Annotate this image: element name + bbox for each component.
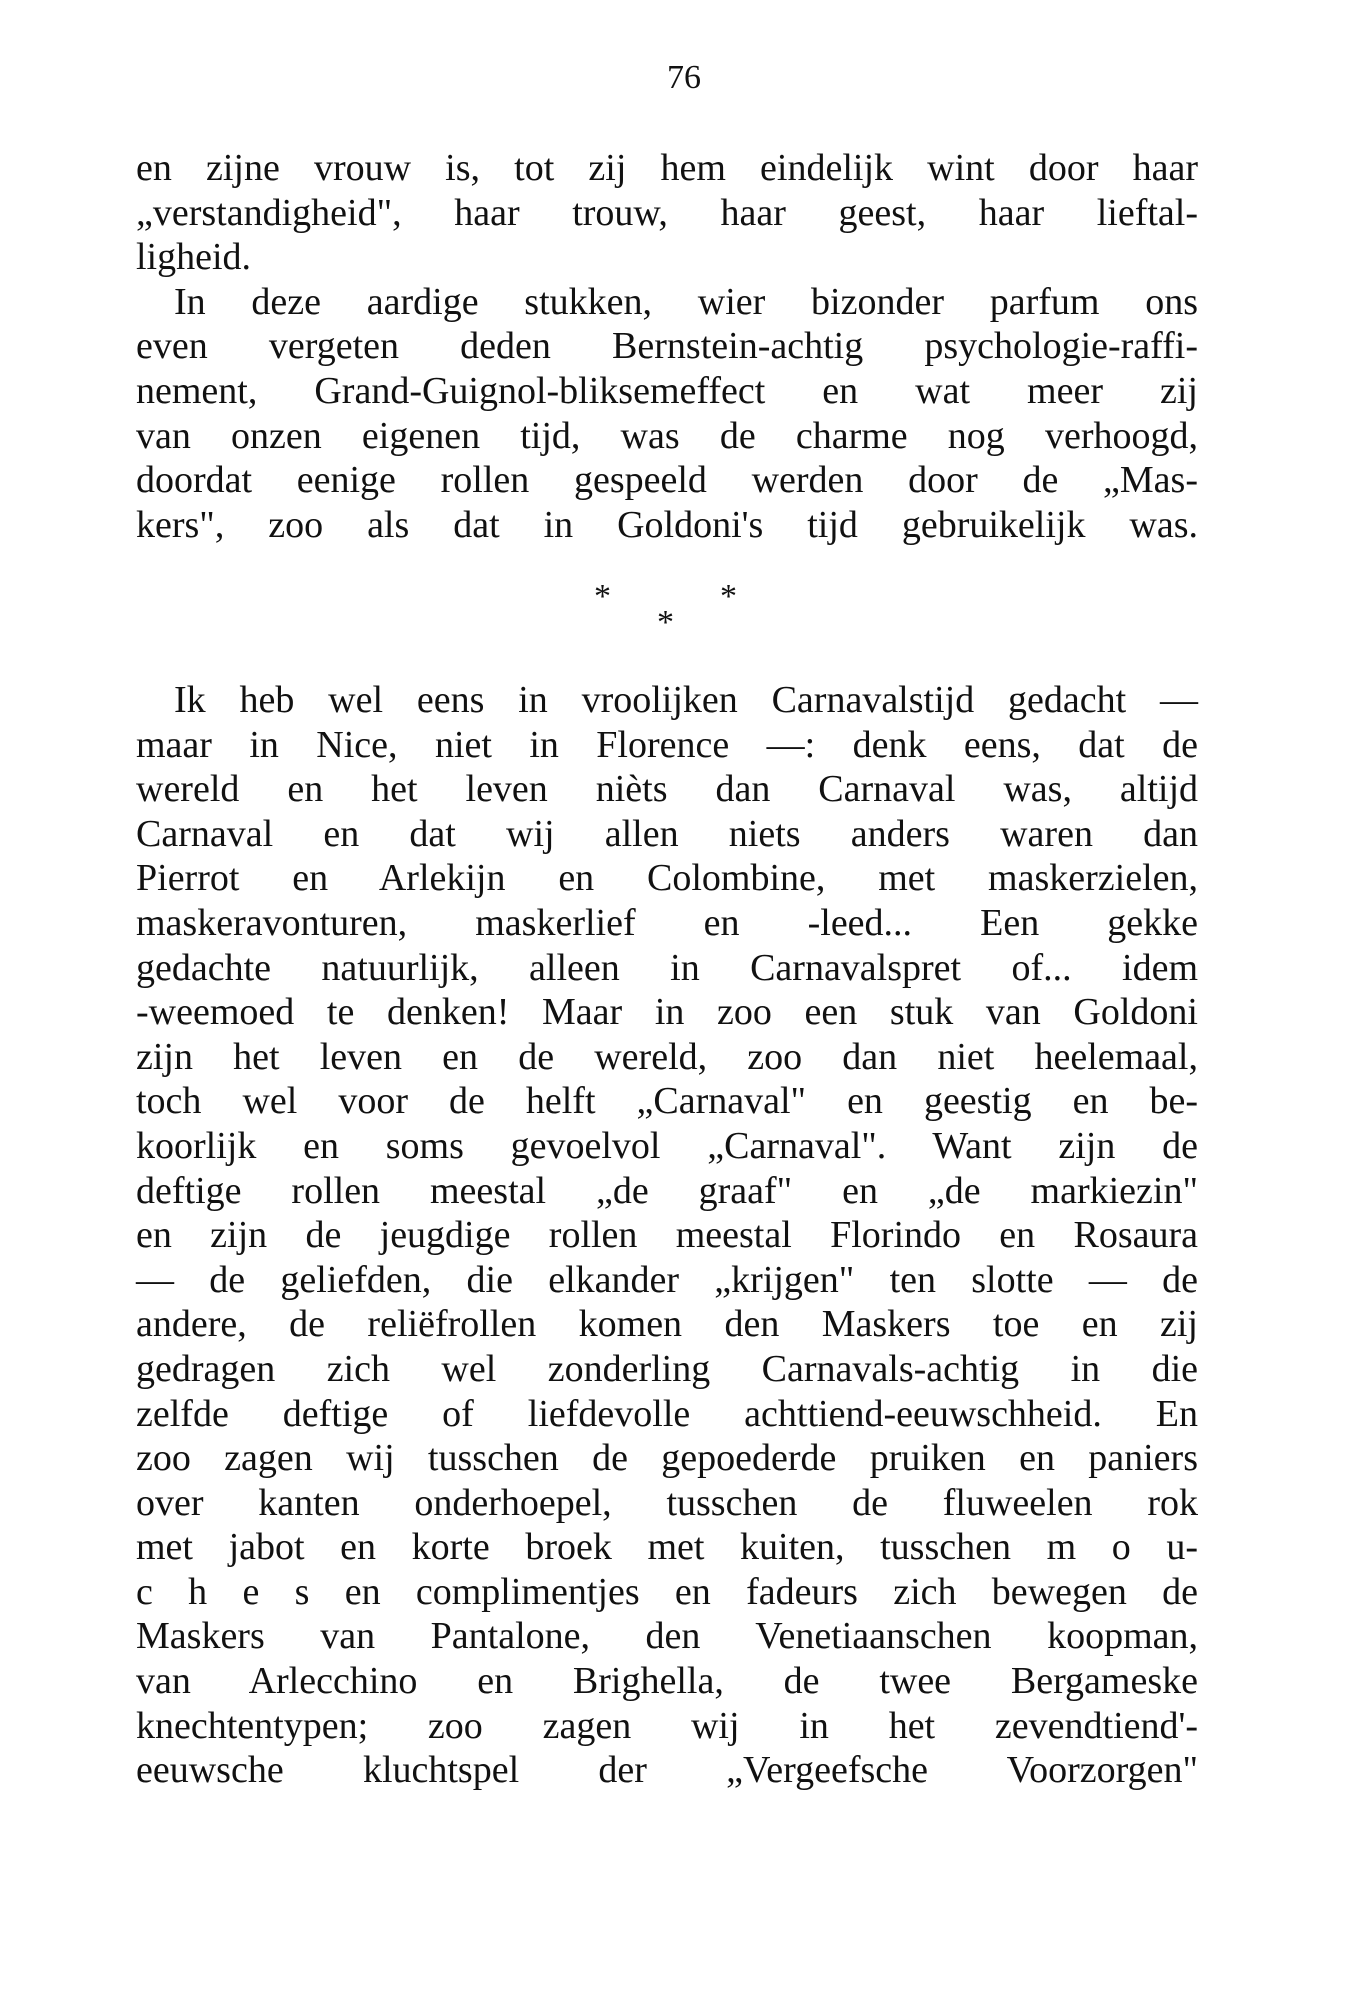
- text-line: maskeravonturen, maskerlief en -leed... Een gekke: [136, 901, 1198, 944]
- text-line: zijn het leven en de wereld, zoo dan niet heelemaal,: [136, 1035, 1198, 1078]
- text-line: zoo zagen wij tusschen de gepoederde pruiken en paniers: [136, 1437, 1198, 1480]
- text-line: „verstandigheid", haar trouw, haar geest, haar lieftal-: [136, 191, 1198, 234]
- text-line: Pierrot en Arlekijn en Colombine, met maskerzielen,: [136, 857, 1198, 900]
- separator-asterisk: *: [720, 578, 737, 615]
- text-line: — de geliefden, die elkander „krijgen" ten slotte — de: [136, 1258, 1198, 1301]
- paragraph-2: [136, 678, 1198, 1793]
- text-line: koorlijk en soms gevoelvol „Carnaval". Want zijn de: [136, 1124, 1198, 1167]
- text-line: c h e s en complimentjes en fadeurs zich bewegen de: [136, 1570, 1198, 1613]
- text-line: nement, Grand-Guignol-bliksemeffect en wat meer zij: [136, 369, 1198, 412]
- separator-asterisk: *: [594, 578, 611, 615]
- text-line: ligheid.: [136, 236, 252, 279]
- text-line: knechtentypen; zoo zagen wij in het zevendtiend'-: [136, 1704, 1198, 1747]
- section-separator: [0, 580, 1368, 640]
- text-line: Carnaval en dat wij allen niets anders waren dan: [136, 812, 1198, 855]
- text-line: zelfde deftige of liefdevolle achttiend-eeuwschheid. En: [136, 1392, 1198, 1435]
- text-line: deftige rollen meestal „de graaf" en „de markiezin": [136, 1169, 1198, 1212]
- paragraph-1: [136, 146, 1198, 547]
- text-line: -weemoed te denken! Maar in zoo een stuk van Goldoni: [136, 991, 1198, 1034]
- text-line: over kanten onderhoepel, tusschen de fluweelen rok: [136, 1481, 1198, 1524]
- text-line: met jabot en korte broek met kuiten, tusschen m o u-: [136, 1526, 1198, 1569]
- page-number: 76: [667, 59, 701, 96]
- text-line: andere, de reliëfrollen komen den Maskers toe en zij: [136, 1303, 1198, 1346]
- text-line: In deze aardige stukken, wier bizonder parfum ons: [174, 280, 1198, 323]
- text-line: eeuwsche kluchtspel der „Vergeefsche Voorzorgen": [136, 1749, 1198, 1792]
- text-line: Maskers van Pantalone, den Venetiaanschen koopman,: [136, 1615, 1198, 1658]
- text-line: gedachte natuurlijk, alleen in Carnavalspret of... idem: [136, 946, 1198, 989]
- text-line: kers", zoo als dat in Goldoni's tijd gebruikelijk was.: [136, 503, 1198, 546]
- text-line: maar in Nice, niet in Florence —: denk eens, dat de: [136, 723, 1198, 766]
- separator-asterisk: *: [657, 604, 674, 641]
- text-line: toch wel voor de helft „Carnaval" en geestig en be-: [136, 1080, 1198, 1123]
- text-line: wereld en het leven nièts dan Carnaval was, altijd: [136, 768, 1198, 811]
- text-line: en zijn de jeugdige rollen meestal Florindo en Rosaura: [136, 1214, 1198, 1257]
- text-line: gedragen zich wel zonderling Carnavals-achtig in die: [136, 1347, 1198, 1390]
- text-line: doordat eenige rollen gespeeld werden door de „Mas-: [136, 459, 1198, 502]
- text-line: van Arlecchino en Brighella, de twee Bergameske: [136, 1660, 1198, 1703]
- text-line: en zijne vrouw is, tot zij hem eindelijk wint door haar: [136, 147, 1198, 189]
- text-line: van onzen eigenen tijd, was de charme nog verhoogd,: [136, 414, 1198, 457]
- text-line: Ik heb wel eens in vroolijken Carnavalstijd gedacht —: [174, 679, 1198, 721]
- text-line: even vergeten deden Bernstein-achtig psychologie-raffi-: [136, 325, 1198, 368]
